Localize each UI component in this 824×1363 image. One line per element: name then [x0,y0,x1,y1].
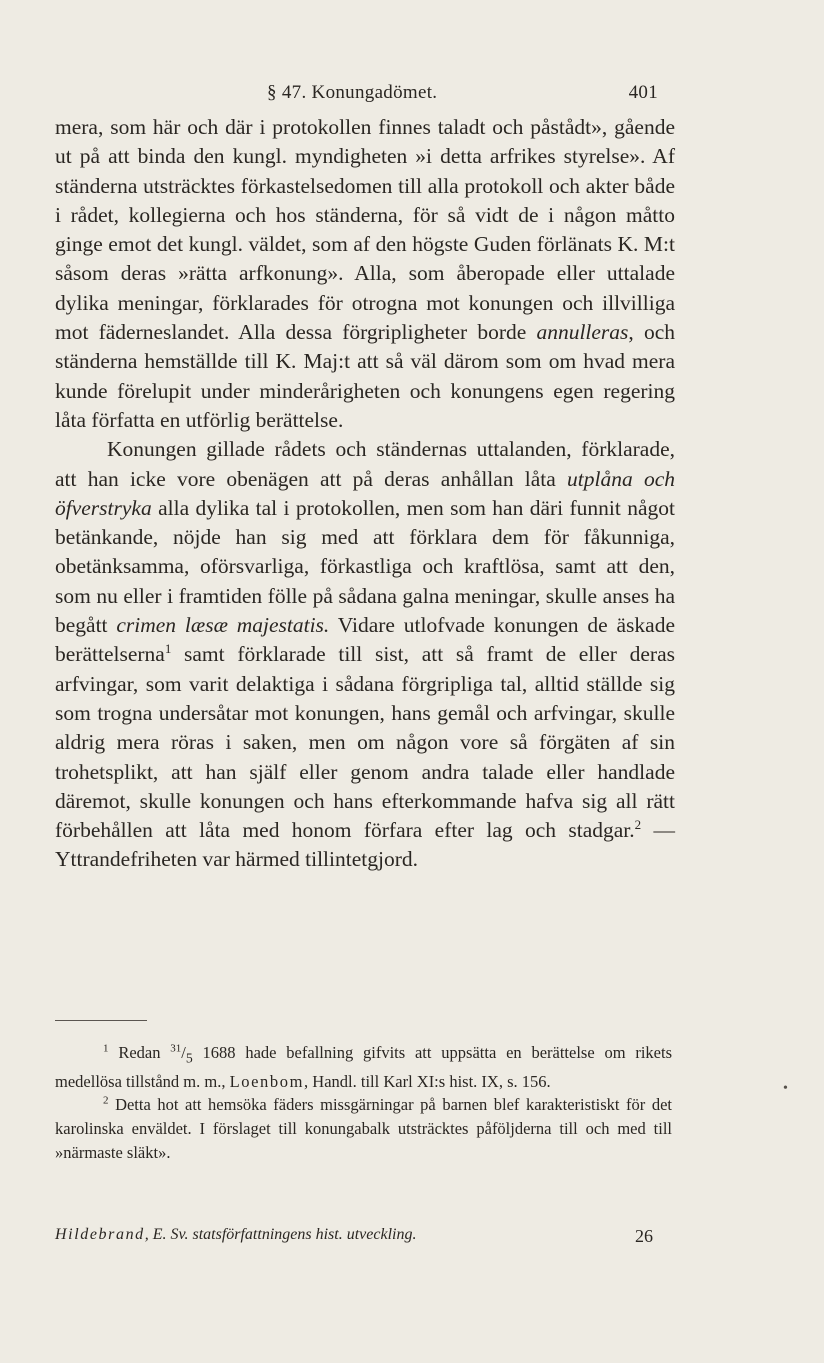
section-title: § 47. Konungadömet. [267,82,438,103]
signature-number: 26 [635,1226,653,1246]
page-number: 401 [628,82,658,103]
signature-line [55,1226,653,1250]
margin-dot: • [783,1081,788,1096]
footnote-2: $^2$ Detta hot att hemsöka fäders missgärningar på barnen blef karakteristiskt för det karolinska enväldet. I förslaget till konungabalk utsträcktes påföljderna till och med till »närmaste släkt». [55,1094,672,1162]
paragraph-2: Konungen gillade rådets och ständernas uttalanden, förklarade, att han icke vore obenägen att på deras anhållan låta utplåna och öfverstryka alla dylika tal i protokollen, men som han däri funnit något betänkande, nöjde han sig med att förklara dem för fåkunniga, obetänksamma, oförsvarliga, förkastliga och kraftlösa, samt att den, som nu eller i framtiden fölle på sådana galna meningar, skulle anses ha begått crimen læsæ majestatis. Vidare utlofvade konungen de äskade berättelserna$^1$ samt förklarade till sist, att så framt de eller deras arfvingar, som varit delaktiga i sådana förgripliga tal, alltid ställde sig som trogna undersåtar mot konungen, hans gemål och arfvingar, skulle aldrig mera röras i saken, men om någon vore så förgäten af sin trohetsplikt, att han själf eller genom andra talade eller handlade däremot, skulle konungen och hans efterkommande hafva sig all rätt förbehållen att låta med honom förfara efter lag och stadgar.$^2$ — Yttrandefriheten var härmed tillintetgjord. [55,437,676,872]
author-name: Loenbom [229,1071,305,1091]
paragraph-1: mera, som här och där i protokollen finnes taladt och påstådt», gående ut på att binda den kungl. myndigheten »i detta arfrikes styrelse». Af ständerna utsträcktes förkastelsedomen till alla protokoll och akter både i rådet, kollegierna och hos ständerna, för så vidt de i någon måtto ginge emot det kungl. väldet, som af den högste Guden förlänats K. M:t såsom deras »rätta arfkonung». Alla, som åberopade eller uttalade dylika meningar, förklarades för otrogna mot konungen och illvilliga mot fäderneslandet. Alla dessa förgripligheter borde annulleras, och ständerna hemställde till K. Maj:t att så väl därom som om hvad mera kunde förelupit under minderårigheten och konungens egen regering låta författa en utförlig berättelse. [55,115,675,432]
main-text [55,113,675,875]
emphasis-annulleras: annulleras [536,320,629,345]
footer-author: Hildebrand [55,1226,145,1243]
emphasis-crimen: crimen læsæ majestatis. [116,613,330,638]
footnote-divider [55,1020,147,1021]
footnote-1: $^1$ Redan $^{31}/_5$ 1688 hade befallning gifvits att uppsätta en berättelse om rikets medellösa tillstånd m. m., Loenbom, Handl. till Karl XI:s hist. IX, s. 156. [55,1042,673,1091]
footnote-ref-2: 2 [634,816,642,832]
footnotes [55,1041,672,1164]
emphasis-utplana: utplåna och öfverstryka [55,466,675,520]
running-header [55,82,658,112]
footnote-ref-1: 1 [164,641,172,657]
footer-title: , E. Sv. statsförfattningens hist. utveckling. [144,1226,417,1243]
